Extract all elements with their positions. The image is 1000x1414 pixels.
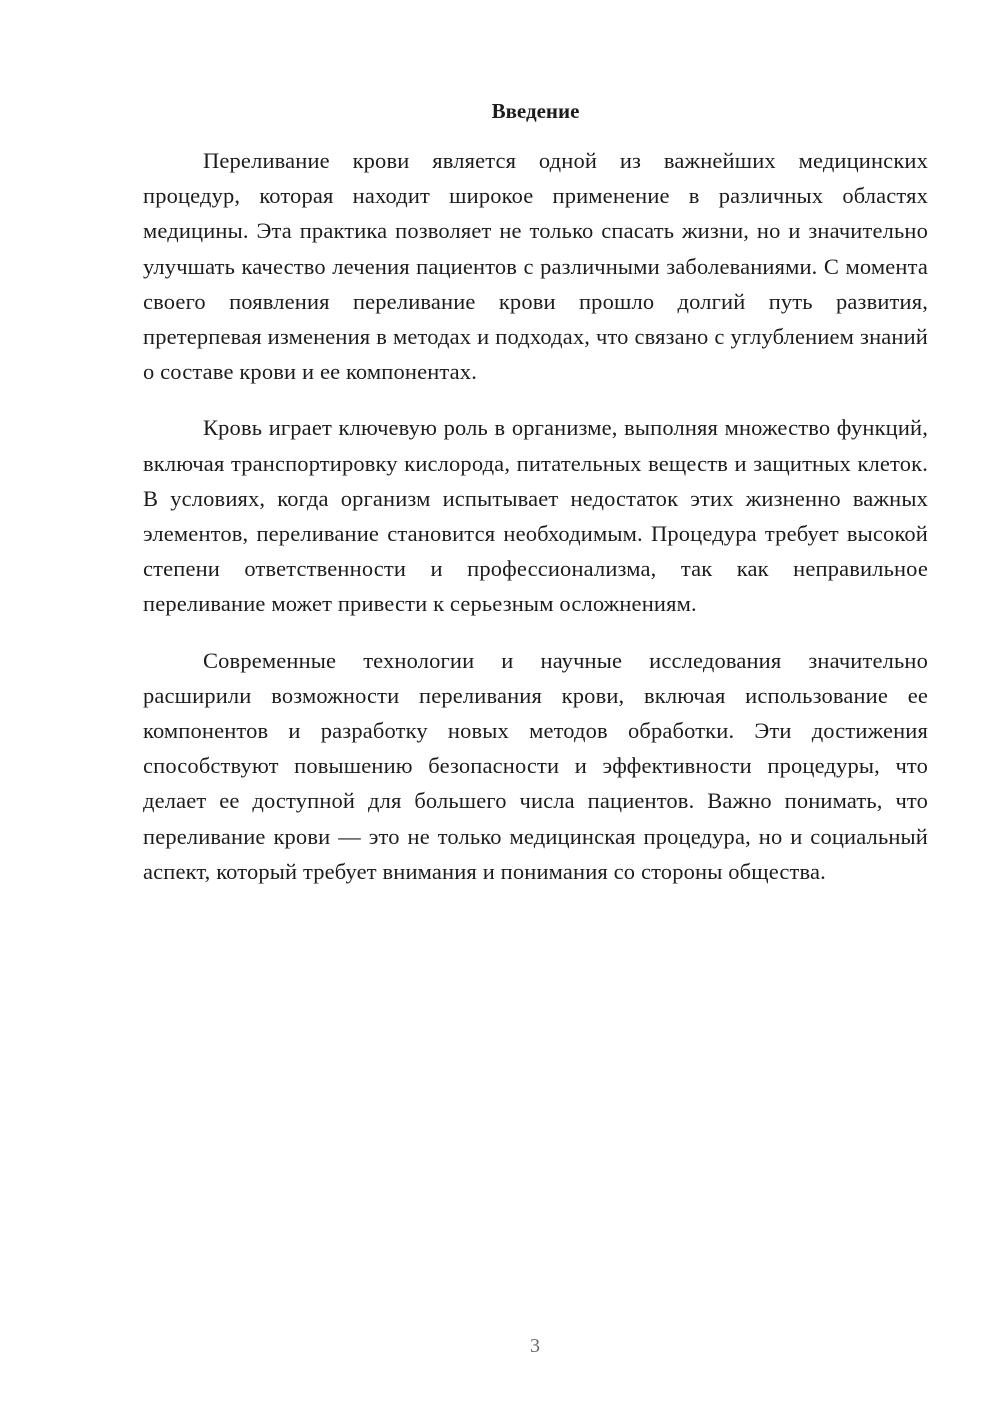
paragraph-2: Кровь играет ключевую роль в организме, выполняя множество функций, включая транспортировку кислорода, питательных веществ и защитных клеток. В условиях, когда организм испытывает недостаток этих жизненно важных элементов, переливание становится необходимым. Процедура требует высокой степени ответственности и профессионализма, так как неправильное переливание может привести к серьезным осложнениям. <box>143 415 928 617</box>
body-text <box>143 143 928 910</box>
page-number: 3 <box>530 1335 540 1357</box>
section-title: Введение <box>491 99 580 123</box>
paragraph-3: Современные технологии и научные исследования значительно расширили возможности переливания крови, включая использование ее компонентов и разработку новых методов обработки. Эти достижения способствуют повышению безопасности и эффективности процедуры, что делает ее доступной для большего числа пациентов. Важно понимать, что переливание крови — это не только медицинская процедура, но и социальный аспект, который требует внимания и понимания со стороны общества. <box>143 647 928 884</box>
paragraph-1: Переливание крови является одной из важнейших медицинских процедур, которая находит широкое применение в различных областях медицины. Эта практика позволяет не только спасать жизни, но и значительно улучшать качество лечения пациентов с различными заболеваниями. С момента своего появления переливание крови прошло долгий путь развития, претерпевая изменения в методах и подходах, что связано с углублением знаний о составе крови и ее компонентах. <box>143 148 928 385</box>
